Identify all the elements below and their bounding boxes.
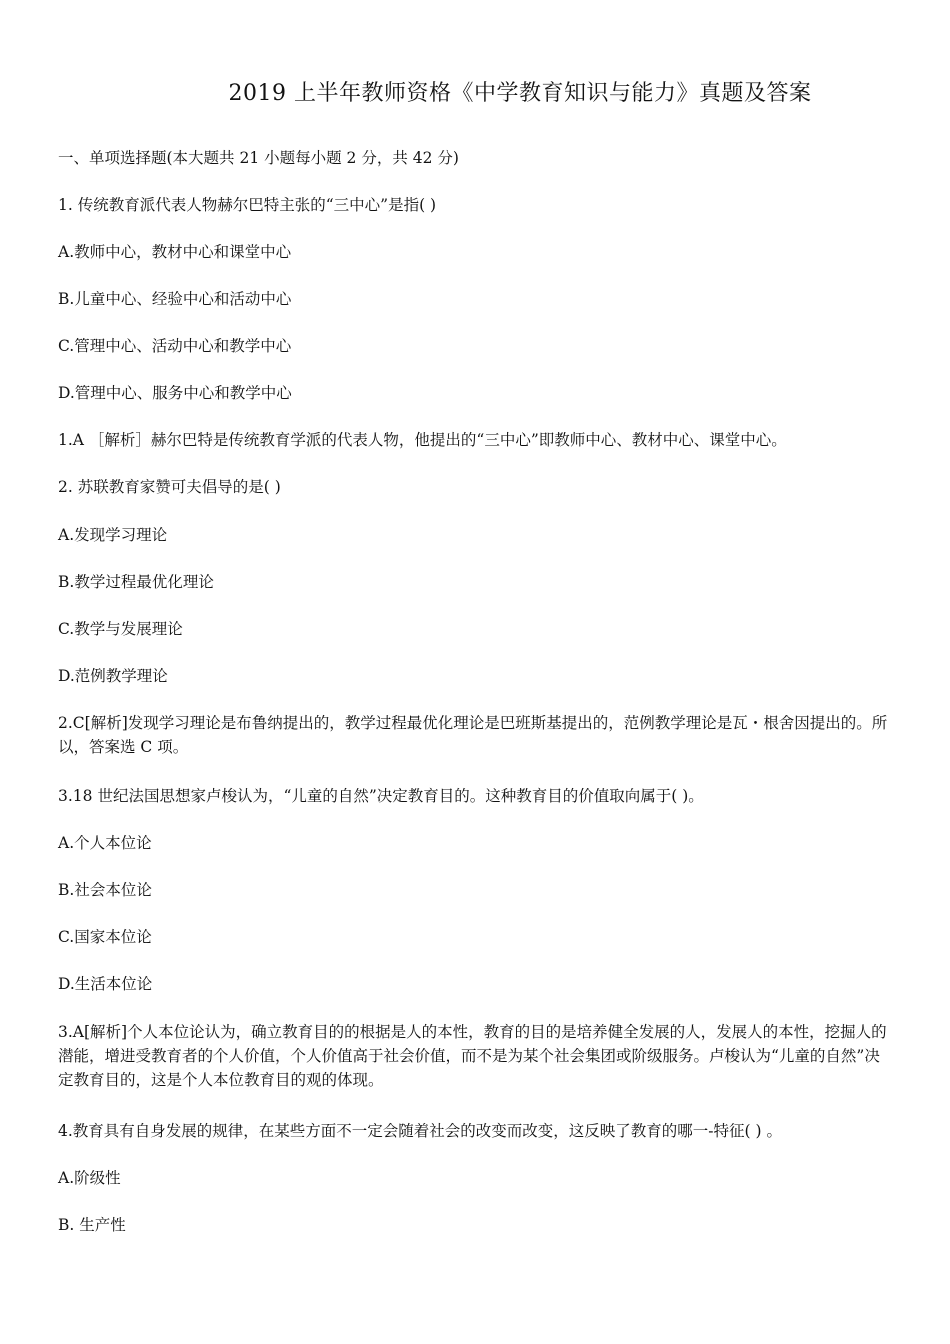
question-1-answer: 1.A ［解析］赫尔巴特是传统教育学派的代表人物，他提出的“三中心”即教师中心、教材中心、课堂中心。 (58, 431, 787, 449)
question-3-stem: 3.18 世纪法国思想家卢梭认为，“儿童的自然”决定教育目的。这种教育目的价值取向属于( )。 (58, 787, 704, 805)
question-3-option-b: B.社会本位论 (58, 881, 152, 899)
question-2-stem: 2. 苏联教育家赞可夫倡导的是( ) (58, 478, 281, 496)
question-2-option-c: C.教学与发展理论 (58, 620, 183, 638)
question-3-option-d: D.生活本位论 (58, 975, 153, 993)
question-2-answer: 2.C[解析]发现学习理论是布鲁纳提出的，教学过程最优化理论是巴班斯基提出的，范例教学理论是瓦・根舍因提出的。所以，答案选 C 项。 (58, 714, 888, 756)
question-1-option-d: D.管理中心、服务中心和教学中心 (58, 384, 292, 402)
question-4-option-b: B. 生产性 (58, 1216, 126, 1234)
question-1-option-a: A.教师中心，教材中心和课堂中心 (58, 243, 292, 261)
question-1-option-c: C.管理中心、活动中心和教学中心 (58, 337, 292, 355)
document-title: 2019 上半年教师资格《中学教育知识与能力》真题及答案 (228, 81, 812, 106)
question-3-option-c: C.国家本位论 (58, 928, 152, 946)
question-2-option-b: B.教学过程最优化理论 (58, 573, 214, 591)
question-3-answer: 3.A[解析]个人本位论认为，确立教育目的的根据是人的本性，教育的目的是培养健全发展的人，发展人的本性，挖掘人的潜能，增进受教育者的个人价值，个人价值高于社会价值，而不是为某个社会集团或阶级服务。卢梭认为“儿童的自然”决定教育目的，这是个人本位教育目的观的体现。 (58, 1023, 887, 1089)
section-heading: 一、单项选择题(本大题共 21 小题每小题 2 分，共 42 分) (58, 149, 459, 167)
question-4-stem: 4.教育具有自身发展的规律，在某些方面不一定会随着社会的改变而改变，这反映了教育的哪一-特征( ) 。 (58, 1122, 782, 1140)
question-4-option-a: A.阶级性 (58, 1169, 121, 1187)
question-1-stem: 1. 传统教育派代表人物赫尔巴特主张的“三中心”是指( ) (58, 196, 437, 214)
question-2-option-a: A.发现学习理论 (58, 526, 168, 544)
question-1-option-b: B.儿童中心、经验中心和活动中心 (58, 290, 292, 308)
question-2-option-d: D.范例教学理论 (58, 667, 168, 685)
question-3-option-a: A.个人本位论 (58, 834, 152, 852)
